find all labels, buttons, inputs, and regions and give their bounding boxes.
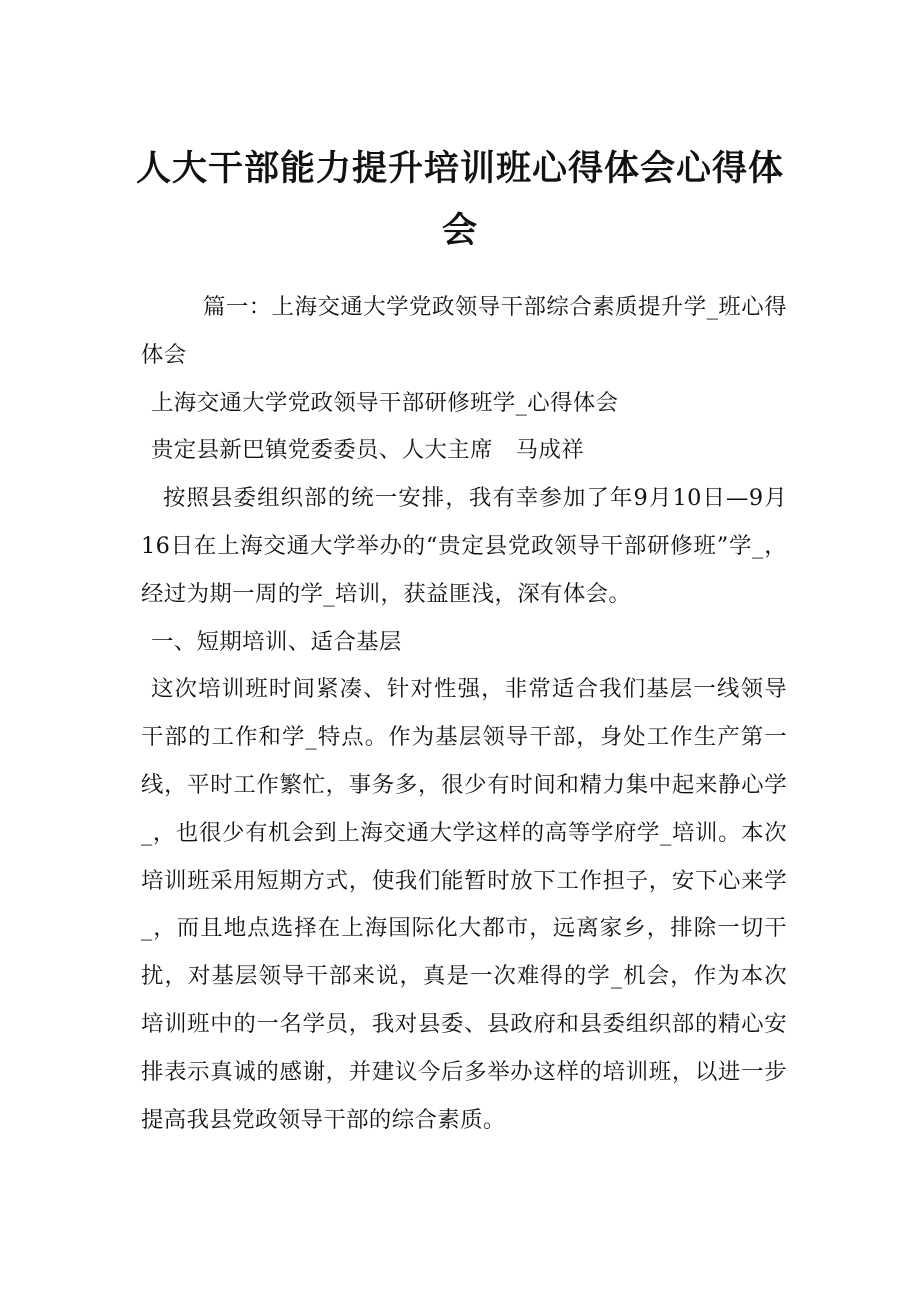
subtitle-paragraph: 上海交通大学党政领导干部研修班学_心得体会: [151, 389, 619, 416]
body-paragraph: 这次培训班时间紧凑、针对性强，非常适合我们基层一线领导干部的工作和学_特点。作为基层领导干部，身处工作生产第一线，平时工作繁忙，事务多，很少有时间和精力集中起来静心学_，也很少有机会到上海交通大学这样的高等学府学_培训。本次培训班采用短期方式，使我们能暂时放下工作担子，安下心来学_，而且地点选择在上海国际化大都市，远离家乡，排除一切干扰，对基层领导干部来说，真是一次难得的学_机会，作为本次培训班中的一名学员，我对县委、县政府和县委组织部的精心安排表示真诚的感谢，并建议今后多举办这样的培训班，以进一步提高我县党政领导干部的综合素质。: [141, 676, 787, 1133]
intro-paragraph: 按照县委组织部的统一安排，我有幸参加了年9月10日—9月16日在上海交通大学举办的“贵定县党政领导干部研修班”学_，经过为期一周的学_培训，获益匪浅，深有体会。: [141, 485, 787, 607]
document-body: [141, 284, 787, 1144]
section-heading-paragraph: 篇一：上海交通大学党政领导干部综合素质提升学_班心得体会: [141, 294, 787, 368]
section-one-heading: 一、短期培训、适合基层: [151, 628, 402, 655]
document-title: 人大干部能力提升培训班心得体会心得体会: [135, 149, 784, 251]
author-line: 贵定县新巴镇党委委员、人大主席 马成祥: [151, 437, 585, 464]
